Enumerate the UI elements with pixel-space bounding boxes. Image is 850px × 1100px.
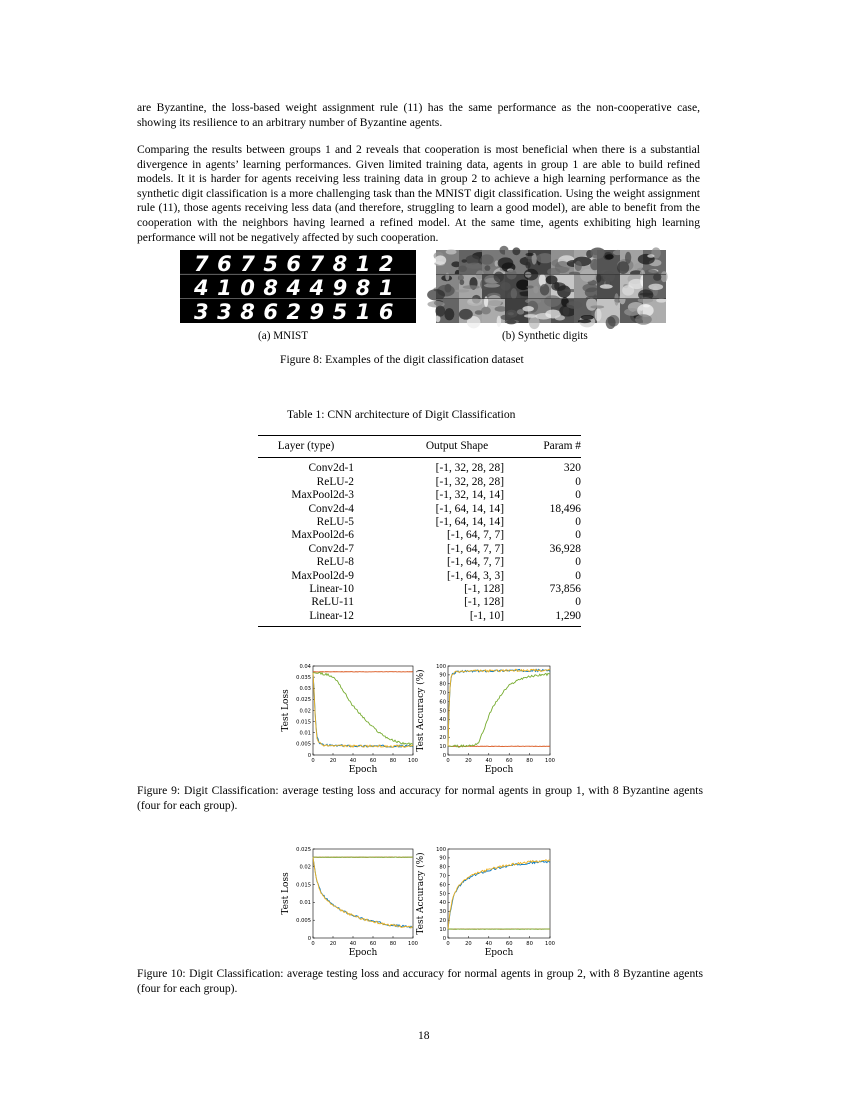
- layer-cell: MaxPool2d-3: [291, 489, 354, 502]
- texture-blob: [466, 263, 483, 269]
- y-tick-label: 50: [439, 708, 446, 715]
- x-tick-label: 40: [485, 758, 493, 764]
- texture-blob: [566, 301, 582, 309]
- param-cell: 36,928: [549, 542, 581, 555]
- shape-cell: [-1, 128]: [464, 583, 504, 596]
- y-tick-label: 100: [436, 663, 446, 670]
- texture-blob: [444, 308, 454, 320]
- table-row: [258, 610, 581, 627]
- y-tick-label: 50: [439, 891, 446, 898]
- mnist-row-3: 338629516: [193, 300, 403, 324]
- texture-blob: [603, 271, 615, 282]
- x-tick-label: 60: [369, 941, 377, 947]
- texture-blob: [497, 316, 501, 327]
- x-tick-label: 100: [408, 758, 418, 764]
- y-tick-label: 70: [439, 873, 446, 880]
- x-axis-label: Epoch: [348, 765, 378, 775]
- param-cell: 0: [575, 516, 581, 529]
- y-tick-label: 0: [442, 935, 446, 942]
- table1-caption: Table 1: CNN architecture of Digit Classification: [287, 408, 516, 421]
- figure8-subcaption-b: (b) Synthetic digits: [502, 330, 588, 342]
- plot-frame: [313, 849, 413, 938]
- y-tick-label: 0.005: [296, 741, 311, 748]
- texture-blob: [653, 274, 661, 281]
- texture-blob: [481, 307, 491, 315]
- y-tick-label: 0.01: [299, 730, 311, 737]
- layer-cell: Linear-10: [309, 583, 354, 596]
- texture-blob: [446, 249, 457, 254]
- x-tick-label: 0: [446, 941, 450, 947]
- y-tick-label: 0.035: [296, 674, 311, 681]
- texture-blob: [435, 306, 445, 317]
- texture-blob: [459, 309, 473, 320]
- texture-blob: [625, 252, 631, 264]
- y-tick-label: 10: [439, 926, 446, 933]
- x-tick-label: 20: [465, 758, 472, 764]
- y-tick-label: 30: [439, 726, 446, 733]
- x-tick-label: 80: [389, 941, 397, 947]
- x-tick-label: 20: [329, 941, 337, 947]
- y-tick-label: 60: [439, 882, 446, 889]
- texture-blob: [501, 282, 511, 290]
- texture-blob: [536, 253, 553, 263]
- paragraph-1: are Byzantine, the loss-based weight assignment rule (11) has the same performance as the non-cooperative case, showing its resilience to an arbitrary number of Byzantine agents.: [137, 101, 700, 129]
- figure8-caption: Figure 8: Examples of the digit classification dataset: [280, 353, 524, 366]
- param-cell: 18,496: [549, 502, 581, 515]
- y-tick-label: 0: [307, 935, 311, 942]
- y-tick-label: 70: [439, 690, 446, 697]
- texture-blob: [501, 315, 512, 320]
- plot-frame: [448, 666, 550, 755]
- x-tick-label: 100: [545, 758, 555, 764]
- texture-blob: [581, 315, 594, 320]
- texture-blob: [467, 298, 483, 306]
- x-tick-label: 0: [446, 758, 450, 764]
- texture-blob: [511, 288, 517, 299]
- texture-blob: [661, 271, 668, 282]
- x-tick-label: 20: [465, 941, 472, 947]
- param-cell: 1,290: [555, 609, 581, 622]
- texture-blob: [648, 284, 663, 291]
- param-cell: 0: [575, 475, 581, 488]
- texture-blob: [525, 272, 532, 278]
- x-tick-label: 100: [408, 941, 418, 947]
- layer-cell: Linear-12: [309, 609, 354, 622]
- shape-cell: [-1, 64, 7, 7]: [447, 529, 504, 542]
- y-tick-label: 0.015: [296, 882, 311, 889]
- x-tick-label: 40: [349, 758, 357, 764]
- x-tick-label: 100: [545, 941, 555, 947]
- texture-blob: [533, 286, 538, 293]
- table-row: [258, 570, 581, 583]
- texture-blob: [614, 293, 618, 305]
- mnist-row-2: 410844981: [193, 276, 403, 300]
- table-row: [258, 516, 581, 529]
- figure10-caption: Figure 10: Digit Classification: average testing loss and accuracy for normal agents in group 2, with 8 Byzantine agents (four for each group).: [137, 967, 703, 995]
- texture-blob: [458, 266, 467, 273]
- texture-blob: [555, 315, 565, 320]
- table-row: [258, 543, 581, 556]
- y-tick-label: 0.02: [299, 708, 311, 715]
- texture-blob: [494, 272, 504, 283]
- y-tick-label: 0.01: [299, 900, 311, 907]
- layer-cell: ReLU-5: [316, 516, 354, 529]
- y-tick-label: 10: [439, 743, 446, 750]
- y-tick-label: 80: [439, 864, 446, 871]
- shape-cell: [-1, 64, 14, 14]: [435, 502, 504, 515]
- texture-blob: [575, 261, 582, 271]
- y-tick-label: 20: [439, 735, 446, 741]
- fig9-accuracy-plot: [413, 660, 553, 780]
- x-tick-label: 60: [505, 941, 513, 947]
- param-cell: 0: [575, 556, 581, 569]
- y-tick-label: 0: [307, 752, 311, 759]
- texture-blob: [445, 273, 449, 281]
- layer-cell: Conv2d-7: [308, 542, 354, 555]
- texture-blob: [498, 257, 514, 268]
- layer-cell: MaxPool2d-9: [291, 569, 354, 582]
- texture-blob: [512, 247, 520, 255]
- y-tick-label: 0.02: [299, 864, 311, 871]
- shape-cell: [-1, 64, 7, 7]: [447, 542, 504, 555]
- texture-blob: [480, 254, 494, 264]
- table-row: [258, 476, 581, 489]
- texture-blob: [506, 320, 516, 325]
- y-tick-label: 0.015: [296, 719, 311, 726]
- shape-cell: [-1, 128]: [464, 596, 504, 609]
- shape-cell: [-1, 32, 28, 28]: [435, 475, 504, 488]
- texture-blob: [484, 296, 488, 307]
- fig10-loss-plot: [278, 843, 416, 963]
- param-cell: 0: [575, 569, 581, 582]
- texture-blob: [578, 319, 591, 323]
- x-tick-label: 0: [311, 941, 315, 947]
- y-axis-label: Test Accuracy (%): [416, 669, 426, 752]
- y-tick-label: 20: [439, 918, 446, 924]
- texture-blob: [586, 298, 597, 311]
- y-tick-label: 40: [439, 900, 446, 907]
- texture-blob: [590, 305, 604, 308]
- shape-cell: [-1, 64, 3, 3]: [447, 569, 504, 582]
- header-param: Param #: [543, 440, 581, 452]
- fig9-loss-plot: [278, 660, 416, 780]
- y-axis-label: Test Accuracy (%): [416, 852, 426, 935]
- shape-cell: [-1, 10]: [469, 609, 504, 622]
- x-tick-label: 40: [485, 941, 493, 947]
- param-cell: 73,856: [549, 583, 581, 596]
- layer-cell: Conv2d-1: [308, 462, 354, 475]
- texture-blob: [525, 253, 533, 256]
- texture-blob: [458, 275, 464, 281]
- x-axis-label: Epoch: [484, 765, 514, 775]
- texture-blob: [522, 306, 534, 311]
- y-tick-label: 0.005: [296, 918, 311, 924]
- layer-cell: Conv2d-4: [308, 502, 354, 515]
- layer-cell: ReLU-8: [316, 556, 354, 569]
- mnist-image: [180, 250, 416, 323]
- y-tick-label: 0.04: [299, 663, 311, 670]
- figure8-subcaption-a: (a) MNIST: [258, 330, 309, 342]
- texture-blob: [596, 274, 601, 283]
- y-axis-label: Test Loss: [281, 689, 291, 732]
- y-tick-label: 90: [439, 672, 446, 679]
- shape-cell: [-1, 64, 7, 7]: [447, 556, 504, 569]
- fig10-accuracy-plot: [413, 843, 553, 963]
- param-cell: 320: [563, 462, 581, 475]
- texture-blob: [638, 297, 653, 302]
- header-layer: Layer (type): [277, 440, 335, 452]
- x-tick-label: 20: [329, 758, 337, 764]
- texture-blob: [600, 284, 613, 288]
- table-row: [258, 556, 581, 569]
- page-number: 18: [418, 1029, 430, 1042]
- y-tick-label: 60: [439, 699, 446, 706]
- table-row: [258, 583, 581, 596]
- header-output-shape: Output Shape: [425, 440, 489, 452]
- texture-blob: [540, 284, 550, 295]
- y-tick-label: 0: [442, 752, 446, 759]
- y-tick-label: 0.03: [299, 686, 311, 693]
- x-tick-label: 40: [349, 941, 357, 947]
- table-header-row: [258, 436, 581, 458]
- texture-blob: [595, 309, 602, 322]
- x-axis-label: Epoch: [484, 948, 514, 958]
- texture-blob: [605, 254, 614, 259]
- layer-cell: ReLU-2: [316, 475, 354, 488]
- figure9-caption: Figure 9: Digit Classification: average testing loss and accuracy for normal agents in group 1, with 8 Byzantine agents (four for each group).: [137, 784, 703, 812]
- y-tick-label: 30: [439, 909, 446, 916]
- table-row: [258, 458, 581, 476]
- x-tick-label: 80: [526, 758, 533, 764]
- table-row: [258, 529, 581, 542]
- texture-blob: [526, 285, 533, 288]
- x-tick-label: 0: [311, 758, 315, 764]
- x-tick-label: 80: [389, 758, 397, 764]
- texture-blob: [620, 304, 624, 313]
- texture-blob: [462, 259, 467, 262]
- shape-cell: [-1, 32, 28, 28]: [435, 462, 504, 475]
- texture-blob: [619, 294, 625, 305]
- shape-cell: [-1, 32, 14, 14]: [435, 489, 504, 502]
- layer-cell: ReLU-11: [311, 596, 354, 609]
- texture-blob: [485, 265, 491, 271]
- y-axis-label: Test Loss: [281, 872, 291, 915]
- y-tick-label: 90: [439, 855, 446, 862]
- synthetic-digits-image: [436, 250, 666, 323]
- table-row: [258, 503, 581, 516]
- texture-blob: [487, 295, 502, 307]
- texture-blob: [639, 293, 652, 296]
- texture-blob: [635, 314, 652, 325]
- y-tick-label: 0.025: [296, 697, 311, 704]
- cnn-architecture-table: [258, 435, 581, 627]
- x-axis-label: Epoch: [348, 948, 378, 958]
- y-tick-label: 0.025: [296, 846, 311, 853]
- y-tick-label: 100: [436, 846, 446, 853]
- texture-blob: [463, 285, 480, 289]
- x-tick-label: 60: [369, 758, 377, 764]
- mnist-row-1: 767567812: [193, 252, 403, 276]
- param-cell: 0: [575, 596, 581, 609]
- layer-cell: MaxPool2d-6: [291, 529, 354, 542]
- texture-blob: [455, 289, 469, 292]
- table-row: [258, 596, 581, 609]
- param-cell: 0: [575, 529, 581, 542]
- texture-blob: [516, 279, 530, 290]
- texture-blob: [544, 295, 561, 307]
- texture-blob: [434, 255, 446, 265]
- shape-cell: [-1, 64, 14, 14]: [435, 516, 504, 529]
- param-cell: 0: [575, 489, 581, 502]
- texture-blob: [525, 262, 530, 269]
- y-tick-label: 80: [439, 681, 446, 688]
- y-tick-label: 40: [439, 717, 446, 724]
- texture-blob: [508, 312, 514, 315]
- texture-blob: [580, 269, 595, 282]
- paragraph-2: Comparing the results between groups 1 and 2 reveals that cooperation is most beneficial when there is a substantial divergence in agents’ learning performances. Given limited training data, agents in group 1 are able to build refined models. It it is harder for agents receiving less training data in group 2 to achieve a high learning performance as the synthetic digit classification is a more challenging task than the MNIST digit classification. Using the weight assignment rule (11), those agents receiving less data (and therefore, struggling to learn a good model), are able to benefit from the cooperation with the neighbors having learned a refined model. At the same time, agents exhibiting high learning performance will not be negatively affected by such cooperation.: [137, 143, 700, 244]
- x-tick-label: 80: [526, 941, 533, 947]
- texture-blob: [591, 247, 605, 259]
- texture-blob: [647, 254, 654, 258]
- x-tick-label: 60: [505, 758, 513, 764]
- texture-blob: [551, 282, 566, 291]
- table-row: [258, 489, 581, 502]
- texture-blob: [606, 317, 616, 330]
